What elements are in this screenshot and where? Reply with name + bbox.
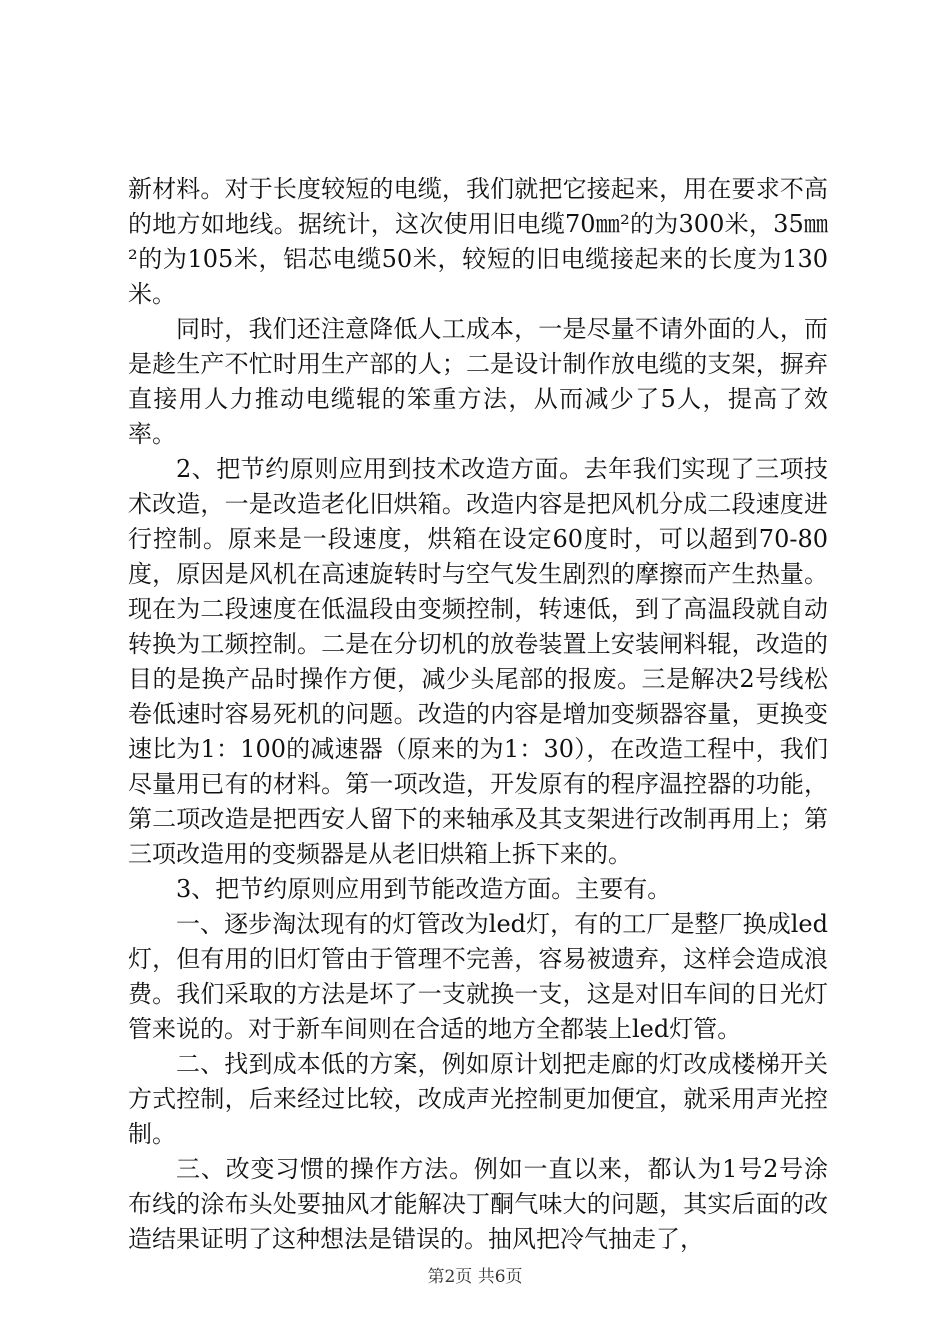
paragraph-1: 新材料。对于长度较短的电缆，我们就把它接起来，用在要求不高的地方如地线。据统计，这次使用旧电缆70㎜²的为300米，35㎜²的为105米，铝芯电缆50米，较短的旧电缆接起来的长度为130米。 [128, 175, 828, 308]
paragraph-6: 二、找到成本低的方案，例如原计划把走廊的灯改成楼梯开关方式控制，后来经过比较，改成声光控制更加便宜，就采用声光控制。 [128, 1050, 828, 1148]
paragraph-3: 2、把节约原则应用到技术改造方面。去年我们实现了三项技术改造，一是改造老化旧烘箱。改造内容是把风机分成二段速度进行控制。原来是一段速度，烘箱在设定60度时，可以超到70-80度，原因是风机在高速旋转时与空气发生剧烈的摩擦而产生热量。现在为二段速度在低温段由变频控制，转速低，到了高温段就自动转换为工频控制。二是在分切机的放卷装置上安装闸料辊，改造的目的是换产品时操作方便，减少头尾部的报废。三是解决2号线松卷低速时容易死机的问题。改造的内容是增加变频器容量，更换变速比为1：100的减速器（原来的为1：30），在改造工程中，我们尽量用已有的材料。第一项改造，开发原有的程序温控器的功能，第二项改造是把西安人留下的来轴承及其支架进行改制再用上；第三项改造用的变频器是从老旧烘箱上拆下来的。 [128, 455, 828, 868]
document-body [128, 172, 828, 1257]
paragraph-7: 三、改变习惯的操作方法。例如一直以来，都认为1号2号涂布线的涂布头处要抽风才能解决丁酮气味大的问题，其实后面的改造结果证明了这种想法是错误的。抽风把冷气抽走了， [128, 1155, 828, 1253]
paragraph-5: 一、逐步淘汰现有的灯管改为led灯，有的工厂是整厂换成led灯，但有用的旧灯管由于管理不完善，容易被遗弃，这样会造成浪费。我们采取的方法是坏了一支就换一支，这是对旧车间的日光灯管来说的。对于新车间则在合适的地方全都装上led灯管。 [128, 910, 828, 1043]
paragraph-4: 3、把节约原则应用到节能改造方面。主要有。 [176, 875, 672, 903]
paragraph-2: 同时，我们还注意降低人工成本，一是尽量不请外面的人，而是趁生产不忙时用生产部的人；二是设计制作放电缆的支架，摒弃直接用人力推动电缆辊的笨重方法，从而减少了5人，提高了效率。 [128, 315, 828, 448]
page-number: 第2页 共6页 [427, 1267, 523, 1287]
page-footer [0, 1262, 950, 1287]
